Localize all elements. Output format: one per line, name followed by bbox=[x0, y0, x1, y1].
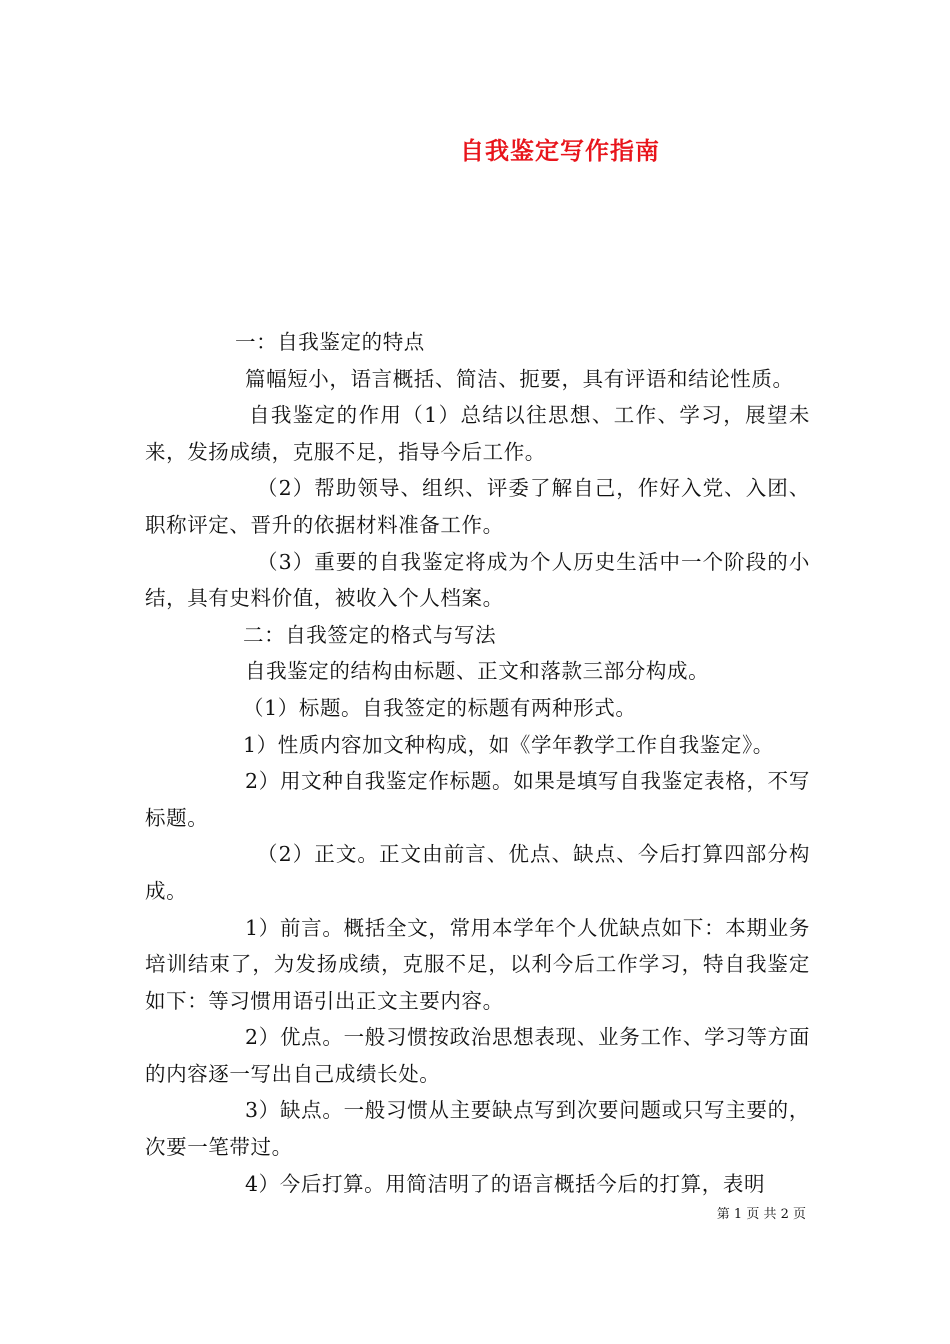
paragraph: （3）重要的自我鉴定将成为个人历史生活中一个阶段的小结，具有史料价值，被收入个人档案。 bbox=[145, 549, 810, 611]
paragraph: 1）性质内容加文种构成，如《学年教学工作自我鉴定》。 bbox=[243, 732, 774, 757]
paragraph: （1）标题。自我签定的标题有两种形式。 bbox=[243, 695, 637, 720]
section-heading-2: 二：自我签定的格式与写法 bbox=[243, 622, 497, 647]
paragraph: 自我鉴定的作用（1）总结以往思想、工作、学习，展望未来，发扬成绩，克服不足，指导今后工作。 bbox=[145, 403, 810, 464]
paragraph: （2）帮助领导、组织、评委了解自己，作好入党、入团、职称评定、晋升的依据材料准备工作。 bbox=[145, 476, 810, 537]
paragraph: 4）今后打算。用简洁明了的语言概括今后的打算，表明 bbox=[245, 1171, 766, 1196]
paragraph: 自我鉴定的结构由标题、正文和落款三部分构成。 bbox=[245, 659, 710, 684]
page-number-footer: 第 1 页 共 2 页 bbox=[716, 1207, 806, 1222]
paragraph: 篇幅短小，语言概括、简洁、扼要，具有评语和结论性质。 bbox=[245, 366, 794, 391]
document-body bbox=[145, 324, 810, 1202]
paragraph: 2）优点。一般习惯按政治思想表现、业务工作、学习等方面的内容逐一写出自己成绩长处。 bbox=[145, 1025, 810, 1086]
paragraph: 3）缺点。一般习惯从主要缺点写到次要问题或只写主要的，次要一笔带过。 bbox=[145, 1098, 810, 1160]
paragraph: （2）正文。正文由前言、优点、缺点、今后打算四部分构成。 bbox=[145, 842, 810, 903]
section-heading-1: 一：自我鉴定的特点 bbox=[235, 330, 425, 354]
paragraph: 2）用文种自我鉴定作标题。如果是填写自我鉴定表格，不写标题。 bbox=[145, 769, 810, 830]
paragraph: 1）前言。概括全文，常用本学年个人优缺点如下：本期业务培训结束了，为发扬成绩，克服不足，以利今后工作学习，特自我鉴定如下：等习惯用语引出正文主要内容。 bbox=[145, 915, 810, 1013]
page-title: 自我鉴定写作指南 bbox=[460, 137, 660, 165]
